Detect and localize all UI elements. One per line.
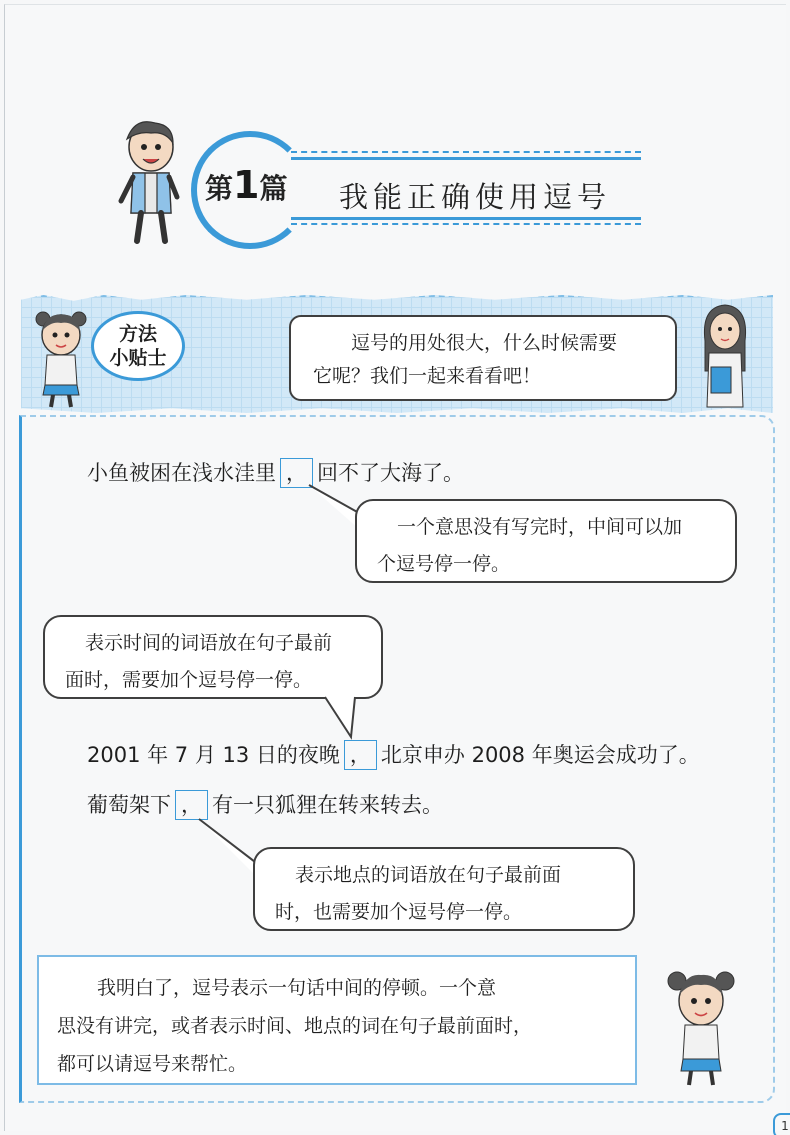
- note3-line1: 表示地点的词语放在句子最前面: [295, 864, 562, 886]
- note3-pointer: [195, 817, 261, 881]
- example-sentence-3: [87, 789, 443, 820]
- note1-line1: 一个意思没有写完时，中间可以加: [397, 516, 683, 538]
- sentence1-after: 回不了大海了。: [317, 461, 464, 485]
- tip-label: [91, 311, 185, 381]
- title-top-dash: [291, 151, 641, 153]
- sentence1-before: 小鱼被困在浅水洼里: [87, 461, 276, 485]
- sentence2-after: 北京申办 2008 年奥运会成功了。: [380, 743, 700, 767]
- chapter-heading: [191, 131, 641, 249]
- teacher-illustration: [695, 301, 755, 409]
- note2-pointer: [323, 695, 363, 741]
- chapter-number-digit: 1: [233, 163, 260, 207]
- sentence3-comma-highlight: ，: [175, 790, 208, 820]
- tip-speech-bubble: [289, 315, 677, 401]
- girl-summary-illustration: [665, 965, 737, 1087]
- title-bottom-rule: [291, 217, 641, 220]
- chapter-prefix: 第: [205, 172, 234, 205]
- note1-line2: 个逗号停一停。: [377, 553, 511, 575]
- title-bottom-dash: [291, 223, 641, 225]
- note-bubble-1: [355, 499, 737, 583]
- sentence2-before: 2001 年 7 月 13 日的夜晚: [87, 743, 340, 767]
- page-number: 1: [773, 1113, 790, 1135]
- girl-illustration: [31, 305, 91, 409]
- chapter-title: 我能正确使用逗号: [339, 180, 612, 214]
- example-sentence-1: [87, 457, 464, 488]
- note-bubble-2: [43, 615, 383, 699]
- note-bubble-3: [253, 847, 635, 931]
- boy-illustration: [115, 117, 183, 247]
- example-sentence-2: [87, 739, 700, 770]
- tip-bubble-line1: 逗号的用处很大，什么时候需要: [351, 332, 618, 354]
- summary-box: [37, 955, 637, 1085]
- tip-label-line2: 小贴士: [109, 347, 167, 369]
- summary-line2: 思没有讲完，或者表示时间、地点的词在句子最前面时，: [57, 1015, 533, 1037]
- tip-bubble-line2: 它呢？我们一起来看看吧！: [313, 365, 542, 387]
- chapter-number: [205, 163, 287, 207]
- note2-line2: 面时，需要加个逗号停一停。: [65, 669, 313, 691]
- summary-line3: 都可以请逗号来帮忙。: [57, 1053, 248, 1075]
- sentence1-comma-highlight: ，: [280, 458, 313, 488]
- sentence3-after: 有一只狐狸在转来转去。: [212, 793, 443, 817]
- title-top-rule: [291, 157, 641, 160]
- sentence3-before: 葡萄架下: [87, 793, 171, 817]
- note1-pointer: [301, 483, 361, 533]
- summary-line1: 我明白了，逗号表示一句话中间的停顿。一个意: [97, 977, 497, 999]
- note2-line1: 表示时间的词语放在句子最前: [85, 632, 333, 654]
- note3-line2: 时，也需要加个逗号停一停。: [275, 901, 523, 923]
- chapter-suffix: 篇: [259, 172, 288, 205]
- tip-label-line1: 方法: [118, 323, 157, 345]
- sentence2-comma-highlight: ，: [344, 740, 377, 770]
- textbook-page: [4, 4, 789, 1133]
